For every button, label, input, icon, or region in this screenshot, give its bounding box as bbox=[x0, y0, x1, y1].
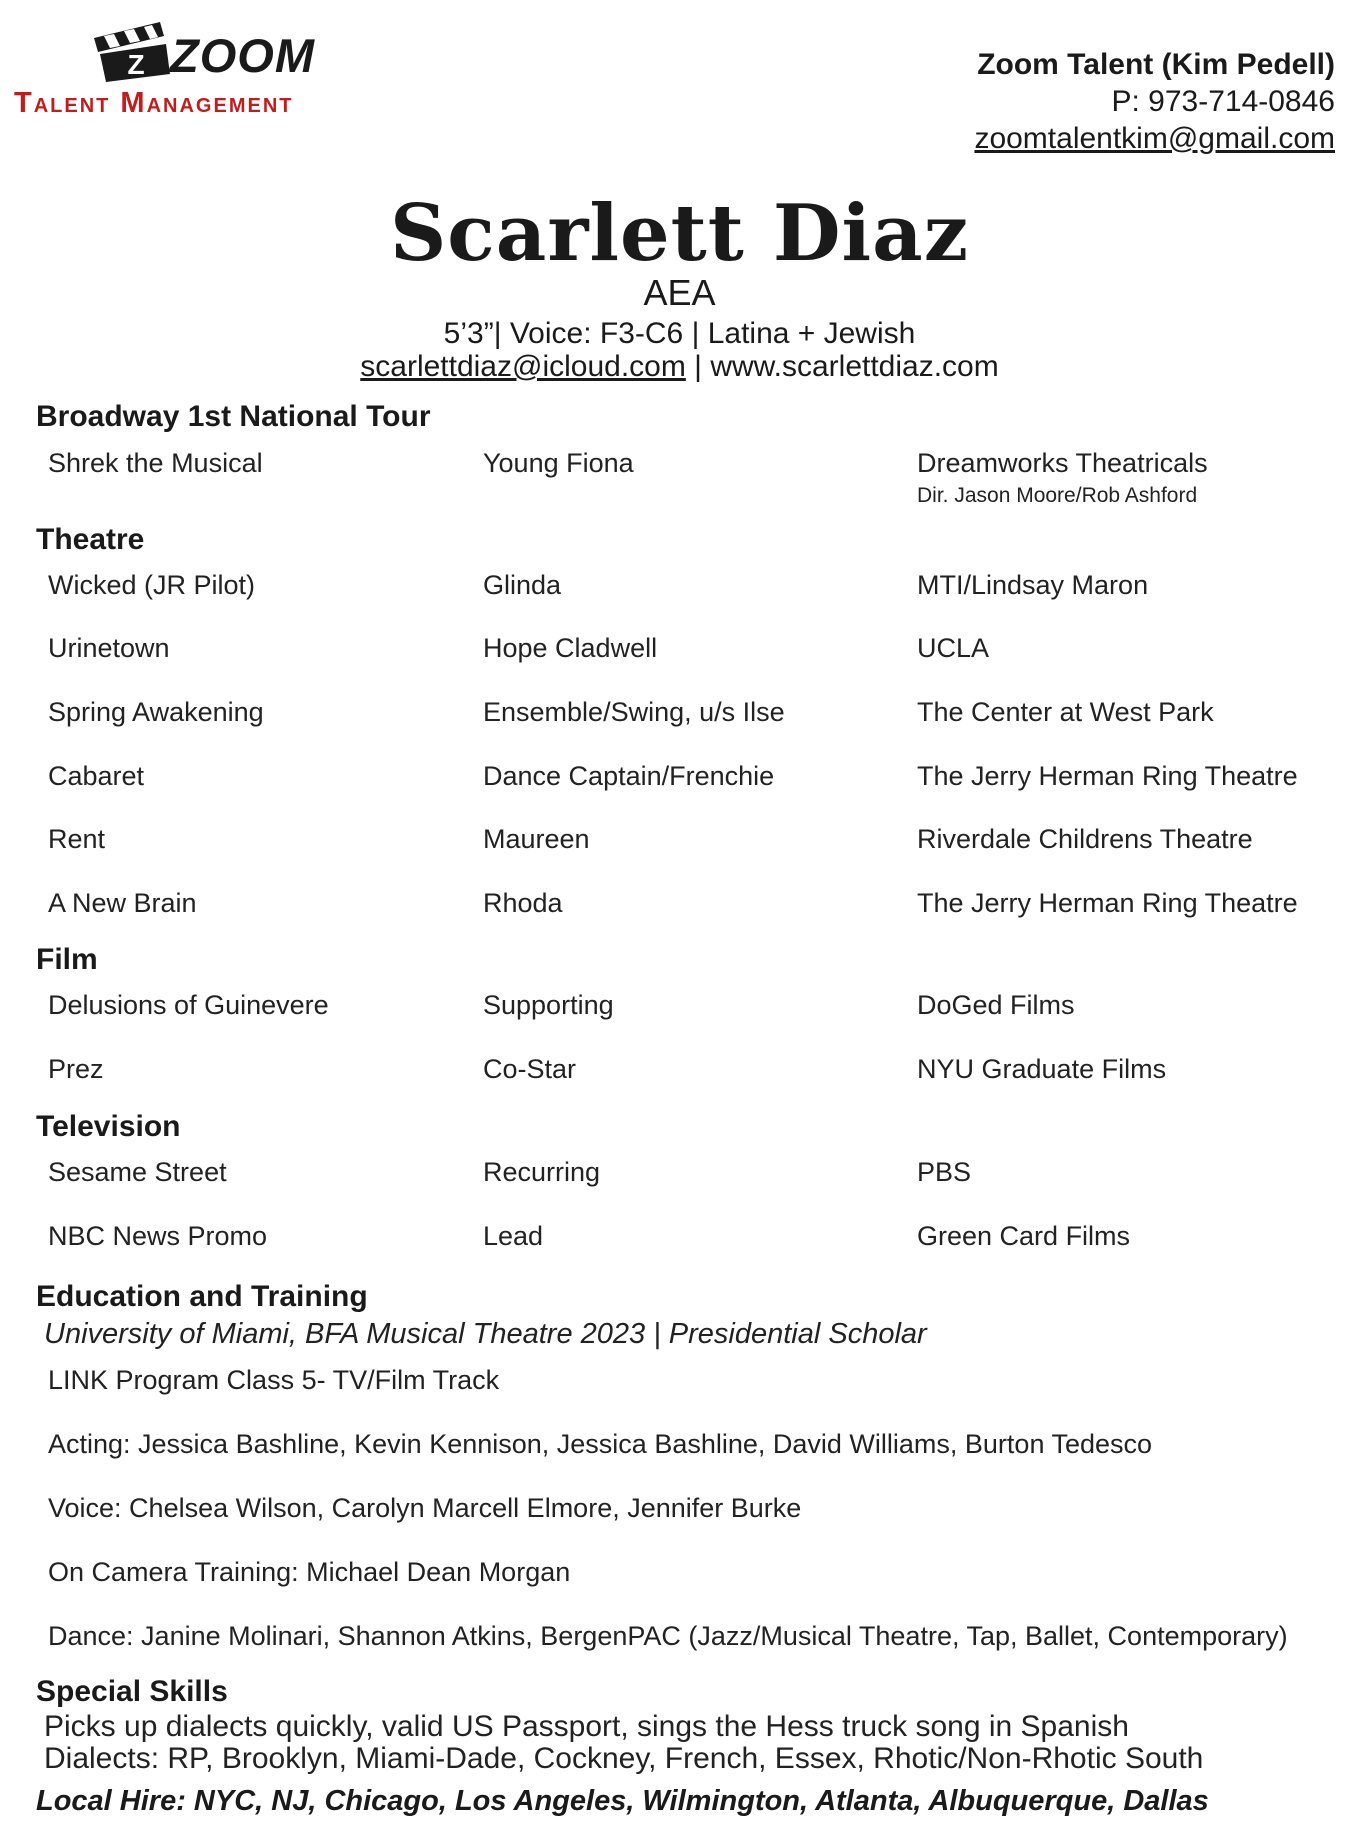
section-title-skills: Special Skills bbox=[36, 1675, 228, 1708]
performer-website-link[interactable]: www.scarlettdiaz.com bbox=[710, 350, 999, 383]
contact-separator: | bbox=[685, 350, 711, 383]
credit-company: The Jerry Herman Ring Theatre bbox=[917, 888, 1298, 918]
credit-show: A New Brain bbox=[48, 888, 197, 918]
credit-role: Hope Cladwell bbox=[483, 633, 658, 663]
skills-line: Picks up dialects quickly, valid US Passport, sings the Hess truck song in Spanish bbox=[44, 1710, 1129, 1743]
agent-name: Zoom Talent (Kim Pedell) bbox=[977, 48, 1335, 81]
credit-company: Riverdale Childrens Theatre bbox=[917, 824, 1253, 854]
credit-role: Glinda bbox=[483, 570, 562, 600]
credit-show: Wicked (JR Pilot) bbox=[48, 570, 256, 600]
credit-company: UCLA bbox=[917, 633, 990, 663]
credit-role: Dance Captain/Frenchie bbox=[483, 761, 775, 791]
degree-line: University of Miami, BFA Musical Theatre 2023 | Presidential Scholar bbox=[44, 1318, 927, 1350]
section-title-broadway: Broadway 1st National Tour bbox=[36, 400, 431, 433]
credit-company: Green Card Films bbox=[917, 1221, 1131, 1251]
logo-wordmark: ZOOM bbox=[170, 29, 315, 82]
credit-show: Cabaret bbox=[48, 761, 145, 791]
credit-role: Co-Star bbox=[483, 1054, 577, 1084]
performer-email-link[interactable]: scarlettdiaz@icloud.com bbox=[360, 350, 686, 383]
credit-role: Ensemble/Swing, u/s Ilse bbox=[483, 697, 785, 727]
credit-company: MTI/Lindsay Maron bbox=[917, 570, 1149, 600]
training-line: LINK Program Class 5- TV/Film Track bbox=[48, 1365, 500, 1395]
section-title-film: Film bbox=[36, 943, 98, 976]
credit-role: Recurring bbox=[483, 1157, 601, 1187]
section-title-education: Education and Training bbox=[36, 1280, 368, 1313]
credit-show: Sesame Street bbox=[48, 1157, 227, 1187]
credit-role: Supporting bbox=[483, 990, 614, 1020]
training-line: Acting: Jessica Bashline, Kevin Kennison, Jessica Bashline, David Williams, Burton Tedesco bbox=[48, 1429, 1153, 1459]
agent-email-link[interactable]: zoomtalentkim@gmail.com bbox=[974, 122, 1335, 155]
local-hire-line: Local Hire: NYC, NJ, Chicago, Los Angeles, Wilmington, Atlanta, Albuquerque, Dallas bbox=[36, 1785, 1209, 1817]
credit-show: Delusions of Guinevere bbox=[48, 990, 329, 1020]
credit-show: Rent bbox=[48, 824, 106, 854]
logo-subtitle: Talent Management bbox=[14, 87, 294, 119]
performer-stats: 5’3”| Voice: F3-C6 | Latina + Jewish bbox=[443, 317, 916, 350]
training-line: Dance: Janine Molinari, Shannon Atkins, BergenPAC (Jazz/Musical Theatre, Tap, Ballet, Contemporary) bbox=[48, 1621, 1288, 1651]
credit-show: Shrek the Musical bbox=[48, 448, 263, 478]
skills-line: Dialects: RP, Brooklyn, Miami-Dade, Cockney, French, Essex, Rhotic/Non-Rhotic South bbox=[44, 1742, 1204, 1775]
credit-company: NYU Graduate Films bbox=[917, 1054, 1167, 1084]
credit-company: PBS bbox=[917, 1157, 972, 1187]
agency-logo bbox=[14, 14, 414, 119]
agent-phone: P: 973-714-0846 bbox=[1111, 85, 1335, 118]
credit-company: The Center at West Park bbox=[917, 697, 1214, 727]
section-title-theatre: Theatre bbox=[36, 523, 145, 556]
performer-name: Scarlett Diaz bbox=[389, 188, 970, 279]
union-affiliation: AEA bbox=[643, 272, 716, 313]
credit-role: Rhoda bbox=[483, 888, 563, 918]
training-line: On Camera Training: Michael Dean Morgan bbox=[48, 1557, 571, 1587]
training-line: Voice: Chelsea Wilson, Carolyn Marcell Elmore, Jennifer Burke bbox=[48, 1493, 802, 1523]
credit-director-note: Dir. Jason Moore/Rob Ashford bbox=[917, 484, 1198, 507]
performer-contact bbox=[0, 350, 1359, 384]
credit-role: Young Fiona bbox=[483, 448, 634, 478]
credit-show: NBC News Promo bbox=[48, 1221, 268, 1251]
credit-show: Urinetown bbox=[48, 633, 170, 663]
credit-role: Maureen bbox=[483, 824, 590, 854]
credit-company: DoGed Films bbox=[917, 990, 1075, 1020]
svg-text:Z: Z bbox=[127, 49, 145, 80]
credit-company: The Jerry Herman Ring Theatre bbox=[917, 761, 1298, 791]
section-title-television: Television bbox=[36, 1110, 181, 1143]
credit-company: Dreamworks Theatricals bbox=[917, 448, 1208, 478]
credit-show: Spring Awakening bbox=[48, 697, 264, 727]
credit-show: Prez bbox=[48, 1054, 104, 1084]
credit-role: Lead bbox=[483, 1221, 544, 1251]
clapperboard-icon bbox=[90, 16, 172, 84]
